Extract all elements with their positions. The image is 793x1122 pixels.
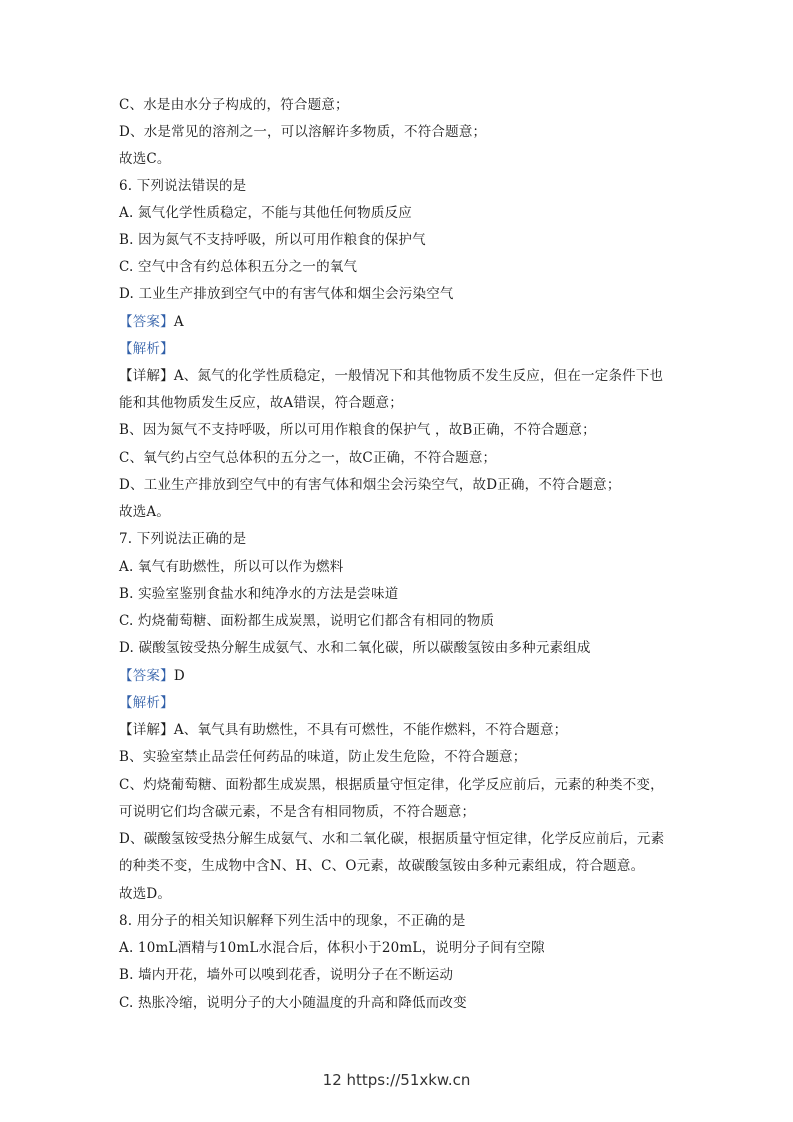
- detail-label: 【详解】: [119, 368, 174, 384]
- text-line: C、水是由水分子构成的，符合题意；: [119, 97, 349, 113]
- question-7-option-a: A. 氧气有助燃性，所以可以作为燃料: [119, 559, 344, 575]
- answer-label: 【答案】: [119, 668, 174, 684]
- question-7-detail: [119, 721, 689, 739]
- answer-label: 【答案】: [119, 314, 174, 330]
- question-7-answer: [119, 667, 689, 685]
- question-8-option-c: C. 热胀冷缩，说明分子的大小随温度的升高和降低而改变: [119, 995, 467, 1011]
- question-6-option-a: A. 氮气化学性质稳定，不能与其他任何物质反应: [119, 205, 412, 221]
- question-7-option-c: C. 灼烧葡萄糖、面粉都生成炭黑，说明它们都含有相同的物质: [119, 613, 495, 629]
- question-7-option-d: D. 碳酸氢铵受热分解生成氨气、水和二氧化碳，所以碳酸氢铵由多种元素组成: [119, 640, 591, 656]
- text-line: 的种类不变，生成物中含N、H、C、O元素，故碳酸氢铵由多种元素组成，符合题意。: [119, 858, 645, 874]
- text-line: 能和其他物质发生反应，故A错误，符合题意；: [119, 395, 403, 411]
- text-line: 可说明它们均含碳元素，不是含有相同物质，不符合题意；: [119, 804, 476, 820]
- text-line: C、氧气约占空气总体积的五分之一，故C正确，不符合题意；: [119, 450, 497, 466]
- question-8-stem: 8. 用分子的相关知识解释下列生活中的现象，不正确的是: [119, 913, 466, 929]
- text-line: D、碳酸氢铵受热分解生成氨气、水和二氧化碳，根据质量守恒定律，化学反应前后，元素: [119, 831, 665, 847]
- question-6-answer: [119, 313, 689, 331]
- question-8-option-a: A. 10mL酒精与10mL水混合后，体积小于20mL，说明分子间有空隙: [119, 940, 545, 956]
- analysis-label: 【解析】: [119, 341, 174, 357]
- question-6-option-b: B. 因为氮气不支持呼吸，所以可用作粮食的保护气: [119, 232, 426, 248]
- answer-value: D: [173, 668, 185, 684]
- text-line: C、灼烧葡萄糖、面粉都生成炭黑，根据质量守恒定律，化学反应前后，元素的种类不变，: [119, 777, 664, 793]
- page-footer: 12 https://51xkw.cn: [322, 1071, 471, 1089]
- question-6-option-c: C. 空气中含有约总体积五分之一的氧气: [119, 259, 358, 275]
- detail-label: 【详解】: [119, 722, 174, 738]
- text-line: 故选D。: [119, 886, 172, 902]
- text-line: 故选C。: [119, 151, 171, 167]
- text-line: 故选A。: [119, 504, 171, 520]
- question-7-stem: 7. 下列说法正确的是: [119, 531, 247, 547]
- text-line: B、因为氮气不支持呼吸，所以可用作粮食的保护气 ，故B正确，不符合题意；: [119, 422, 596, 438]
- question-6-stem: 6. 下列说法错误的是: [119, 178, 247, 194]
- question-8-option-b: B. 墙内开花，墙外可以嗅到花香，说明分子在不断运动: [119, 967, 454, 983]
- analysis-label: 【解析】: [119, 695, 174, 711]
- text-line: B、实验室禁止品尝任何药品的味道，防止发生危险，不符合题意；: [119, 749, 527, 765]
- question-6-detail: [119, 367, 689, 385]
- text-line: D、工业生产排放到空气中的有害气体和烟尘会污染空气，故D正确，不符合题意；: [119, 477, 621, 493]
- question-6-option-d: D. 工业生产排放到空气中的有害气体和烟尘会污染空气: [119, 286, 454, 302]
- question-7-option-b: B. 实验室鉴别食盐水和纯净水的方法是尝味道: [119, 586, 399, 602]
- text-line: D、水是常见的溶剂之一，可以溶解许多物质，不符合题意；: [119, 124, 487, 140]
- detail-text: A、氧气具有助燃性，不具有可燃性，不能作燃料，不符合题意；: [173, 722, 568, 738]
- detail-text: A、氮气的化学性质稳定，一般情况下和其他物质不发生反应，但在一定条件下也: [173, 368, 664, 384]
- answer-value: A: [173, 314, 184, 330]
